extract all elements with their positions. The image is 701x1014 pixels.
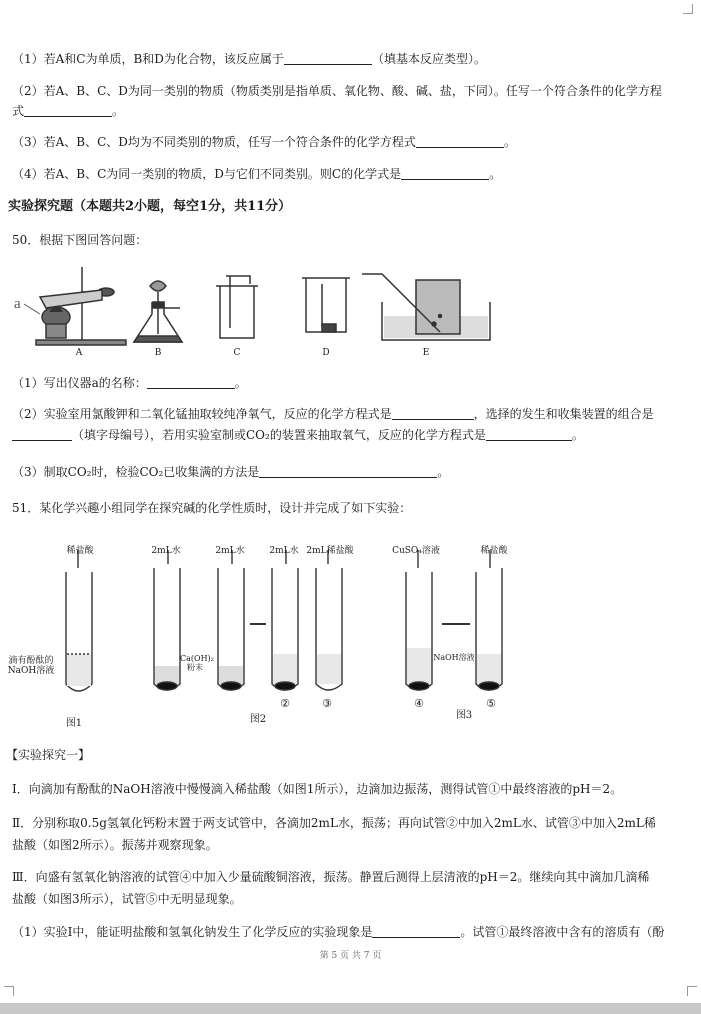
answer-blank[interactable] bbox=[416, 134, 504, 148]
fig2-water-label-3: 2mL水 bbox=[269, 546, 299, 556]
q49-part4: （4）若A、B、C为同一类别的物质，D与它们不同类别。则C的化学式是 。 bbox=[12, 167, 502, 181]
corner-mark-top-right bbox=[683, 4, 693, 14]
q51-step1: Ⅰ．向滴加有酚酞的NaOH溶液中慢慢滴入稀盐酸（如图1所示），边滴加边振荡，测得试管①中最终溶液的pH＝2。 bbox=[12, 782, 623, 796]
fig1-top-label: 稀盐酸 bbox=[66, 546, 94, 556]
fig1-caption: 图1 bbox=[65, 718, 83, 729]
instrument-a-marker: a bbox=[14, 296, 21, 312]
answer-blank[interactable] bbox=[486, 427, 572, 441]
q49-part2: （2）若A、B、C、D为同一类别的物质（物质类别是指单质、氧化物、酸、碱、盐，下同）。任写一个符合条件的化学方程 bbox=[12, 84, 662, 98]
q51-step2: Ⅱ．分别称取0.5g氢氧化钙粉末置于两支试管中，各滴加2mL水，振荡；再向试管②中加入2mL水、试管③中加入2mL稀 bbox=[12, 816, 656, 830]
fig2-caption: 图2 bbox=[249, 714, 267, 725]
answer-blank[interactable] bbox=[147, 375, 235, 389]
q50-stem: 50．根据下图回答问题： bbox=[12, 233, 148, 247]
viewer-bottom-bar bbox=[0, 1003, 701, 1014]
q51-test-tube-figure bbox=[8, 536, 528, 720]
tubes-fig3 bbox=[406, 550, 502, 690]
page-footer: 第 5 页 共 7 页 bbox=[319, 951, 382, 961]
tube-3-label: ③ bbox=[322, 697, 332, 710]
q50-part3: （3）制取CO₂时，检验CO₂已收集满的方法是 。 bbox=[12, 465, 450, 479]
tube-1 bbox=[66, 550, 92, 691]
fig3-cuso4-label: CuSO₄溶液 bbox=[392, 546, 440, 556]
fig2-water-label-2: 2mL水 bbox=[215, 546, 245, 556]
answer-blank[interactable] bbox=[12, 427, 72, 441]
fig1-side-label: 滴有酚酞的NaOH溶液 bbox=[7, 656, 55, 676]
q51-stem: 51．某化学兴趣小组同学在探究碱的化学性质时，设计并完成了如下实验： bbox=[12, 501, 412, 515]
answer-blank[interactable] bbox=[284, 51, 372, 65]
apparatus-e bbox=[362, 274, 490, 340]
apparatus-label-b: B bbox=[154, 348, 162, 358]
q49-part2-cont: 式 。 bbox=[12, 104, 125, 118]
q49-part3: （3）若A、B、C、D均为不同类别的物质，任写一个符合条件的化学方程式 。 bbox=[12, 135, 516, 149]
corner-mark-bottom-right bbox=[687, 986, 697, 996]
fig2-acid-label: 2mL稀盐酸 bbox=[306, 546, 354, 556]
fig2-powder-label: Ca(OH)₂粉末 bbox=[180, 654, 214, 672]
answer-blank[interactable] bbox=[24, 103, 112, 117]
answer-blank[interactable] bbox=[401, 166, 489, 180]
q51-question1: （1）实验Ⅰ中，能证明盐酸和氢氧化钠发生了化学反应的实验现象是 。试管①最终溶液中含有的溶质有（酚 bbox=[12, 925, 665, 939]
apparatus-d bbox=[302, 278, 350, 332]
answer-blank[interactable] bbox=[392, 406, 474, 420]
q51-step2-cont: 盐酸（如图2所示）。振荡并观察现象。 bbox=[12, 838, 218, 852]
q49-part1: （1）若A和C为单质，B和D为化合物，该反应属于 （填基本反应类型）。 bbox=[12, 52, 486, 66]
fig3-acid-label: 稀盐酸 bbox=[480, 546, 508, 556]
apparatus-b bbox=[134, 281, 182, 342]
inquiry-title: 【实验探究一】 bbox=[6, 748, 91, 762]
section-title: 实验探究题（本题共2小题，每空1分，共11分） bbox=[8, 199, 292, 214]
corner-mark-bottom-left bbox=[4, 986, 14, 996]
fig2-water-label-1: 2mL水 bbox=[151, 546, 181, 556]
q50-part1: （1）写出仪器a的名称： 。 bbox=[12, 376, 247, 390]
fig3-naoh-label: NaOH溶液 bbox=[433, 653, 475, 662]
fig3-caption: 图3 bbox=[455, 710, 473, 721]
answer-blank[interactable] bbox=[259, 464, 437, 478]
tube-2-label: ② bbox=[280, 697, 290, 710]
q50-part2-cont: （填字母编号），若用实验室制或CO₂的装置来抽取氧气，反应的化学方程式是 。 bbox=[12, 426, 689, 444]
q51-step3: Ⅲ．向盛有氢氧化钠溶液的试管④中加入少量硫酸铜溶液，振荡。静置后测得上层清液的pH＝2。继续向其中滴加几滴稀 bbox=[12, 870, 650, 884]
apparatus-a bbox=[36, 267, 126, 345]
answer-blank[interactable] bbox=[372, 924, 460, 938]
apparatus-label-d: D bbox=[322, 348, 330, 358]
apparatus-c bbox=[216, 276, 258, 338]
tube-4-label: ④ bbox=[414, 697, 424, 710]
q51-step3-cont: 盐酸（如图3所示），试管⑤中无明显现象。 bbox=[12, 892, 242, 906]
apparatus-label-c: C bbox=[233, 348, 241, 358]
q50-apparatus-figure bbox=[10, 262, 500, 358]
apparatus-label-a: A bbox=[75, 348, 83, 358]
q50-part2: （2）实验室用氯酸钾和二氧化锰抽取较纯净氧气，反应的化学方程式是 ，选择的发生和收集装置的组合是 bbox=[12, 407, 654, 421]
apparatus-label-e: E bbox=[422, 348, 430, 358]
tube-5-label: ⑤ bbox=[486, 697, 496, 710]
